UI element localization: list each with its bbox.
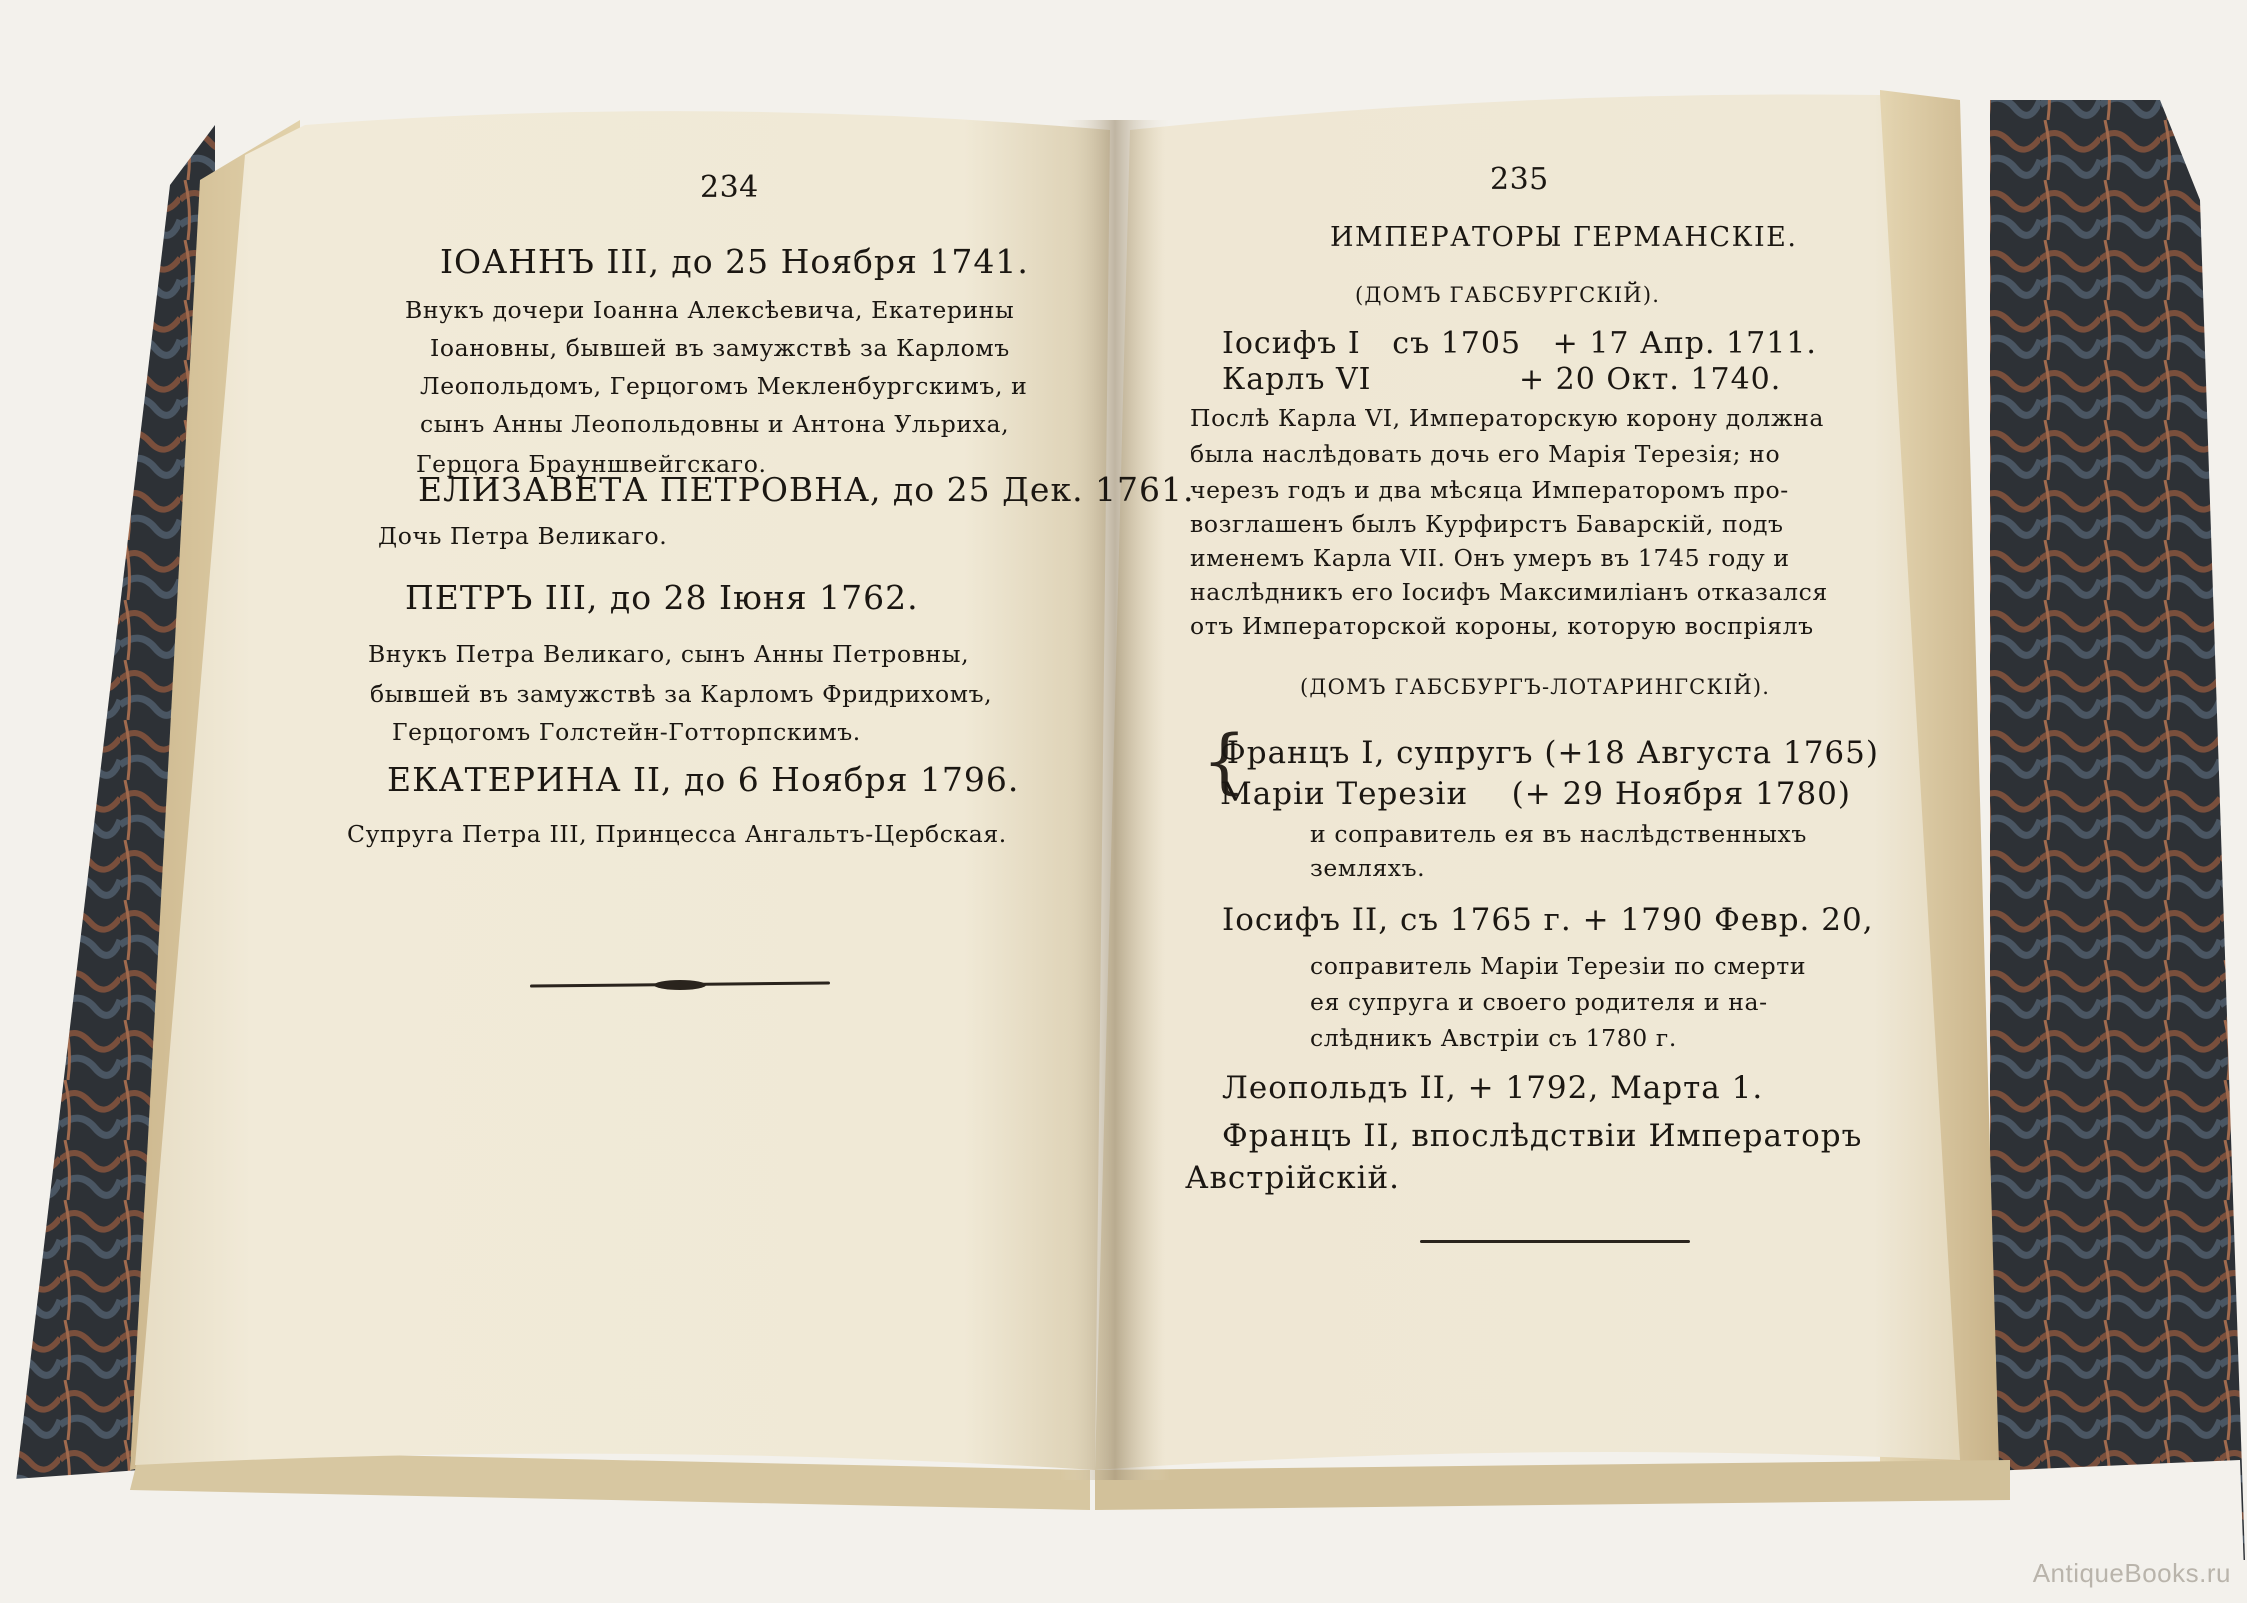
entry-heading: ЕКАТЕРИНА ІІ, до 6 Ноября 1796. — [387, 760, 1020, 799]
para-line: черезъ годъ и два мѣсяца Императоромъ про- — [1190, 476, 1789, 504]
ruler-line: Іосифъ І съ 1705 + 17 Апр. 1711. — [1222, 326, 1817, 361]
brace-line: Францъ І, супругъ (+18 Августа 1765) — [1220, 735, 1879, 771]
brace-line: Маріи Терезіи (+ 29 Ноября 1780) — [1220, 776, 1851, 812]
house-heading: (ДОМЪ ГАБСБУРГСКІЙ). — [1355, 283, 1661, 307]
right-page-number: 235 — [1490, 162, 1549, 197]
entry-line: сынъ Анны Леопольдовны и Антона Ульриха, — [420, 410, 1010, 438]
ruler-heading: Австрійскій. — [1185, 1160, 1401, 1196]
para-line: наслѣдникъ его Іосифъ Максимиліанъ отказался — [1190, 578, 1828, 606]
para-line: была наслѣдовать дочь его Марія Терезія; но — [1190, 440, 1781, 468]
entry-heading: ЕЛИЗАВЕТА ПЕТРОВНА, до 25 Дек. 1761. — [418, 470, 1195, 509]
ruler-line: ея супруга и своего родителя и на- — [1310, 988, 1768, 1016]
entry-line: Леопольдомъ, Герцогомъ Мекленбургскимъ, и — [420, 372, 1028, 400]
para-line: отъ Императорской короны, которую воспріялъ — [1190, 612, 1814, 640]
house-heading: (ДОМЪ ГАБСБУРГЪ-ЛОТАРИНГСКІЙ). — [1300, 675, 1771, 699]
entry-line: бывшей въ замужствѣ за Карломъ Фридрихомъ, — [370, 680, 993, 708]
ruler-heading: Францъ ІІ, впослѣдствіи Императоръ — [1222, 1118, 1863, 1154]
entry-line: Іоановны, бывшей въ замужствѣ за Карломъ — [430, 334, 1010, 362]
entry-line: Дочь Петра Великаго. — [378, 522, 668, 550]
ruler-line: соправитель Маріи Терезіи по смерти — [1310, 952, 1807, 980]
para-line: именемъ Карла VII. Онъ умеръ въ 1745 году и — [1190, 544, 1790, 572]
para-line: возглашенъ былъ Курфирстъ Баварскій, подъ — [1190, 510, 1784, 538]
entry-line: Внукъ дочери Іоанна Алексѣевича, Екатерины — [405, 296, 1015, 324]
page-title: ИМПЕРАТОРЫ ГЕРМАНСКІЕ. — [1330, 222, 1798, 253]
ornament-icon — [650, 975, 710, 995]
entry-line: Внукъ Петра Великаго, сынъ Анны Петровны, — [368, 640, 970, 668]
watermark: AntiqueBooks.ru — [2032, 1558, 2231, 1588]
page-ornament-rule — [1420, 1240, 1690, 1243]
ruler-line: слѣдникъ Австріи съ 1780 г. — [1310, 1024, 1677, 1052]
ruler-line: Карлъ VI + 20 Окт. 1740. — [1222, 362, 1782, 397]
entry-line: Герцогомъ Голстейн-Готторпскимъ. — [392, 718, 861, 746]
left-page-number: 234 — [700, 170, 759, 205]
brace-symbol: { — [1202, 720, 1248, 802]
entry-heading: ПЕТРЪ ІІІ, до 28 Іюня 1762. — [405, 578, 919, 617]
para-line: Послѣ Карла VI, Императорскую корону должна — [1190, 404, 1825, 432]
co-ruler-line: и соправитель ея въ наслѣдственныхъ — [1310, 820, 1807, 848]
entry-heading: ІОАННЪ ІІІ, до 25 Ноября 1741. — [440, 242, 1029, 281]
ruler-heading: Іосифъ ІІ, съ 1765 г. + 1790 Февр. 20, — [1222, 902, 1874, 938]
entry-line: Супруга Петра ІІІ, Принцесса Ангальтъ-Цербская. — [347, 820, 1007, 848]
entry-line: Герцога Брауншвейгскаго. — [416, 450, 767, 478]
ruler-heading: Леопольдъ ІІ, + 1792, Марта 1. — [1222, 1070, 1764, 1106]
co-ruler-line: земляхъ. — [1310, 854, 1426, 882]
